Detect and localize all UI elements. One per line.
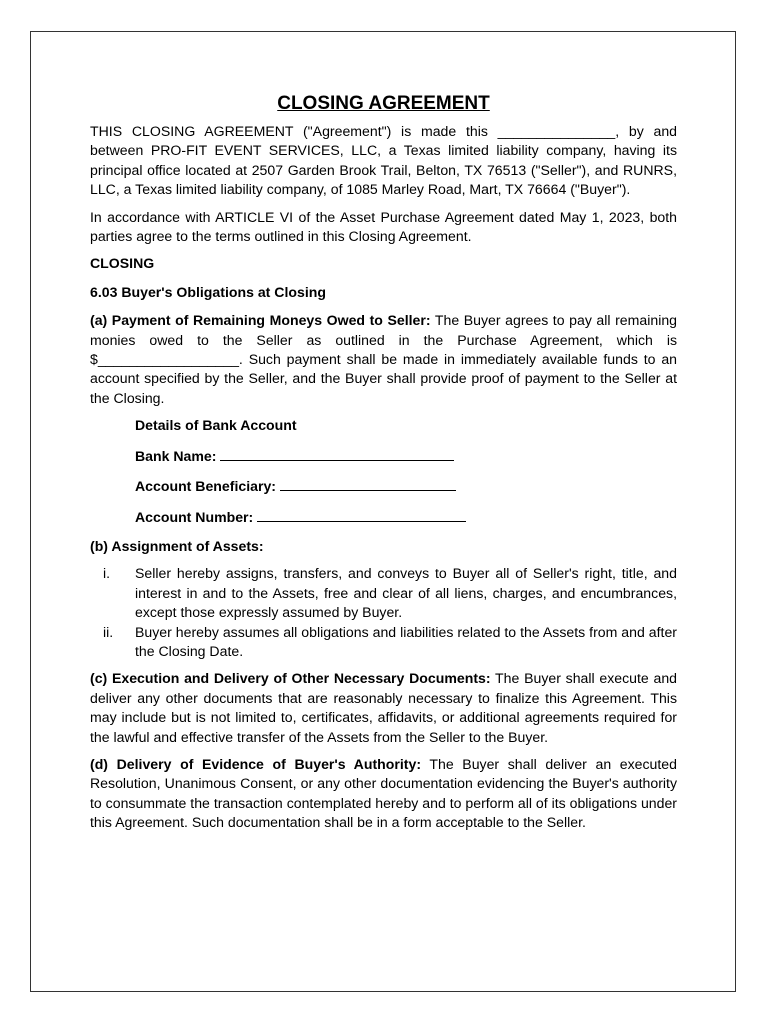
section-heading: CLOSING [90, 255, 155, 272]
beneficiary-row [135, 476, 677, 496]
clause-d-label: (d) Delivery of Evidence of Buyer's Authority: [90, 755, 422, 772]
beneficiary-blank[interactable] [280, 476, 456, 491]
account-number-row [135, 507, 677, 527]
bank-name-row [135, 446, 677, 466]
clause-b-label: (b) Assignment of Assets: [90, 537, 264, 554]
list-item-number: ii. [103, 623, 114, 640]
bank-name-label: Bank Name: [135, 447, 217, 464]
clause-c-text: The Buyer shall execute and deliver any other documents that are reasonably necessary to finalize this Agreement. This may include but is not limited to, certificates, affidavits, or additional agreements required for the lawful and effective transfer of the Assets from the Seller to the Buyer. [90, 670, 677, 745]
intro-paragraph: THIS CLOSING AGREEMENT ("Agreement") is made this _______________, by and between PRO-FIT EVENT SERVICES, LLC, a Texas limited liability company, having its principal office located at 2507 Garden Brook Trail, Belton, TX 76513 ("Seller"), and RUNRS, LLC, a Texas limited liability company, of 1085 Marley Road, Mart, TX 76664 ("Buyer"). [90, 123, 677, 198]
assignment-list [90, 564, 677, 661]
account-number-label: Account Number: [135, 508, 254, 525]
beneficiary-label: Account Beneficiary: [135, 478, 276, 495]
list-item [90, 623, 677, 662]
document-body [90, 92, 677, 841]
bank-name-blank[interactable] [220, 446, 454, 461]
clause-a [90, 311, 677, 408]
list-item-number: i. [103, 565, 111, 582]
document-title: CLOSING AGREEMENT [277, 93, 490, 114]
subsection-heading: 6.03 Buyer's Obligations at Closing [90, 283, 326, 300]
accordance-paragraph: In accordance with ARTICLE VI of the Asset Purchase Agreement dated May 1, 2023, both parties agree to the terms outlined in this Closing Agreement. [90, 208, 677, 245]
clause-d-text: The Buyer shall deliver an executed Resolution, Unanimous Consent, or any other documentation evidencing the Buyer's authority to consummate the transaction contemplated hereby and to perform all of its obligations under this Agreement. Such documentation shall be in a form acceptable to the Seller. [90, 755, 677, 831]
clause-a-label: (a) Payment of Remaining Moneys Owed to Seller: [90, 312, 431, 329]
bank-heading: Details of Bank Account [135, 417, 297, 434]
clause-a-text: The Buyer agrees to pay all remaining monies owed to the Seller as outlined in the Purchase Agreement, which is $__________________. Such payment shall be made in immediately available funds to an account specified by the Seller, and the Buyer shall provide proof of payment to the Seller at the Closing. [90, 312, 677, 406]
clause-c [90, 669, 677, 747]
bank-details [135, 416, 677, 527]
account-number-blank[interactable] [257, 507, 466, 522]
list-item [90, 564, 677, 622]
clause-c-label: (c) Execution and Delivery of Other Necessary Documents: [90, 670, 491, 687]
list-item-text: Buyer hereby assumes all obligations and liabilities related to the Assets from and after the Closing Date. [135, 623, 677, 659]
clause-d [90, 755, 677, 833]
list-item-text: Seller hereby assigns, transfers, and conveys to Buyer all of Seller's right, title, and interest in and to the Assets, free and clear of all liens, charges, and encumbrances, except those expressly assumed by Buyer. [135, 565, 677, 621]
